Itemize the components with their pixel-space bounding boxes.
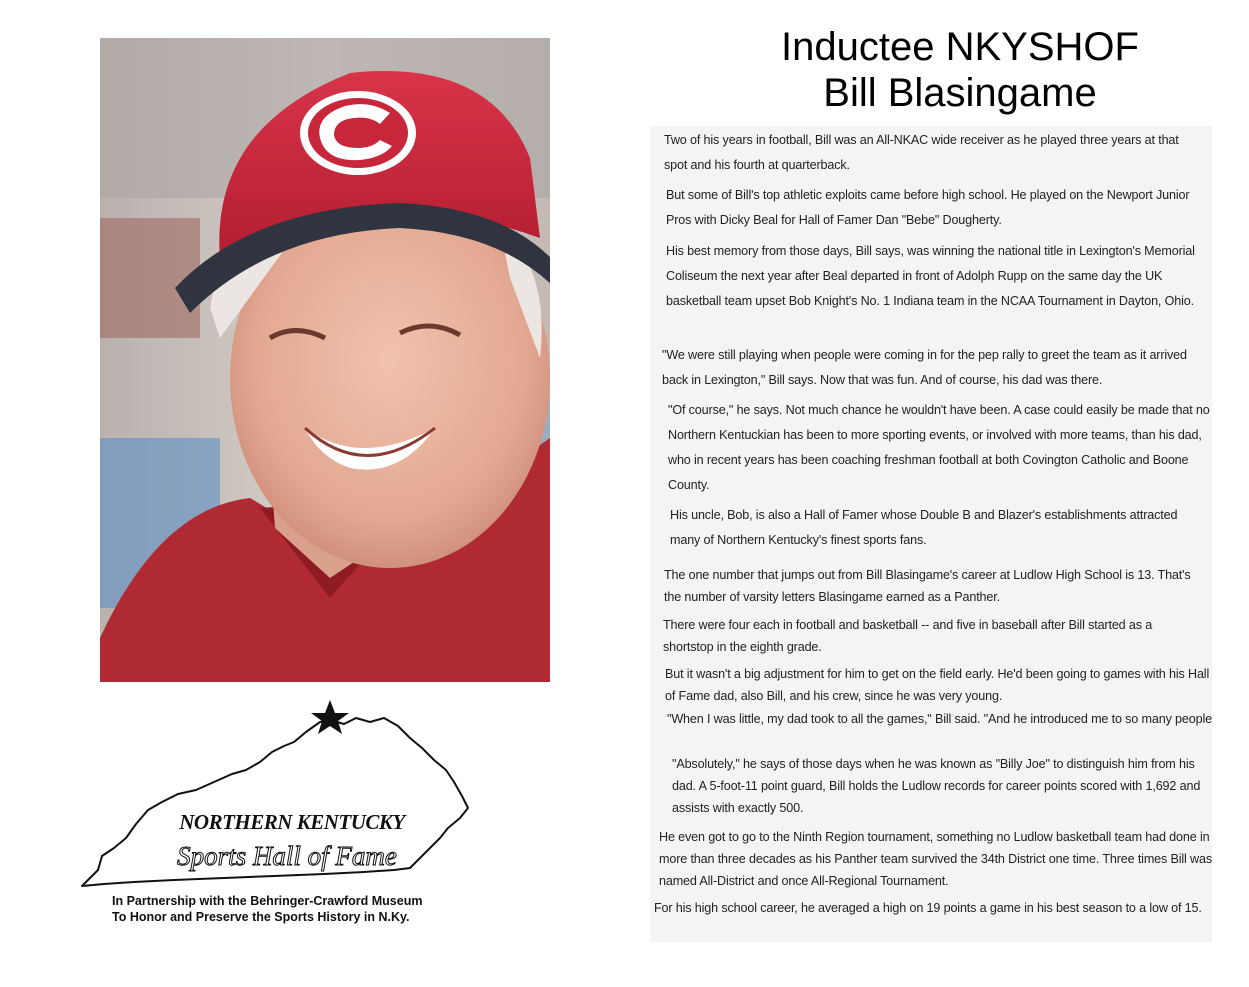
inductee-photo — [100, 38, 550, 682]
article-paragraph: Two of his years in football, Bill was an All-NKAC wide receiver as he played three years at that spot and his fourth at quarterback. — [664, 133, 1179, 172]
photo-illustration — [100, 38, 550, 682]
logo-subtitle: Sports Hall of Fame — [177, 841, 397, 871]
reds-c-logo-icon — [300, 91, 416, 175]
partnership-text — [112, 894, 492, 925]
article-paragraph: His uncle, Bob, is also a Hall of Famer whose Double B and Blazer's establishments attracted many of Northern Kentucky's finest sports fans. — [670, 508, 1178, 547]
article-paragraph: "Absolutely," he says of those days when he was known as "Billy Joe" to distinguish him from his dad. A 5-foot-11 point guard, Bill holds the Ludlow records for career points scored with 1,692 and assists with exactly 500. — [672, 757, 1201, 815]
heading-line-2: Bill Blasingame — [823, 71, 1097, 115]
article-paragraph: His best memory from those days, Bill says, was winning the national title in Lexington's Memorial Coliseum the next year after Beal departed in front of Adolph Rupp on the same day the UK basketball team upset Bob Knight's No. 1 Indiana team in the NCAA Tournament in Dayton, Ohio. — [666, 244, 1195, 308]
article-paragraph: The one number that jumps out from Bill Blasingame's career at Ludlow High School is 13. That's the number of varsity letters Blasingame earned as a Panther. — [664, 568, 1191, 604]
partnership-line-2: To Honor and Preserve the Sports History in N.Ky. — [112, 909, 410, 924]
article-paragraph: But it wasn't a big adjustment for him to get on the field early. He'd been going to games with his Hall of Fame dad, also Bill, and his crew, since he was very young. — [665, 667, 1210, 703]
article-scan — [650, 126, 1212, 942]
article-paragraph: For his high school career, he averaged a high on 19 points a game in his best season to a low of 15. — [654, 901, 1202, 915]
article-paragraph: "Of course," he says. Not much chance he wouldn't have been. A case could easily be made that no Northern Kentuckian has been to more sporting events, or involved with more teams, than his dad, who in recent years has been coaching freshman football at both Covington Catholic and Boone County. — [668, 403, 1210, 492]
partnership-line-1: In Partnership with the Behringer-Crawford Museum — [112, 894, 423, 908]
article-paragraph: He even got to go to the Ninth Region tournament, something no Ludlow basketball team had done in more than three decades as his Panther team survived the 34th District one time. Three times Bill was named All-District and once All-Regional Tournament. — [659, 830, 1213, 888]
heading-line-1: Inductee NKYSHOF — [781, 25, 1139, 69]
article-paragraph: "When I was little, my dad took to all the games," Bill said. "And he introduced me to so many people — [667, 712, 1212, 726]
page-heading — [700, 24, 1220, 116]
logo-title: NORTHERN KENTUCKY — [179, 810, 405, 834]
article-paragraph: There were four each in football and basketball -- and five in baseball after Bill started as a shortstop in the eighth grade. — [663, 618, 1153, 654]
nky-sports-hall-of-fame-logo — [74, 698, 484, 898]
article-paragraph: "We were still playing when people were coming in for the pep rally to greet the team as it arrived back in Lexington," Bill says. Now that was fun. And of course, his dad was there. — [662, 348, 1187, 387]
article-paragraph: But some of Bill's top athletic exploits came before high school. He played on the Newport Junior Pros with Dicky Beal for Hall of Famer Dan "Bebe" Dougherty. — [666, 188, 1190, 227]
